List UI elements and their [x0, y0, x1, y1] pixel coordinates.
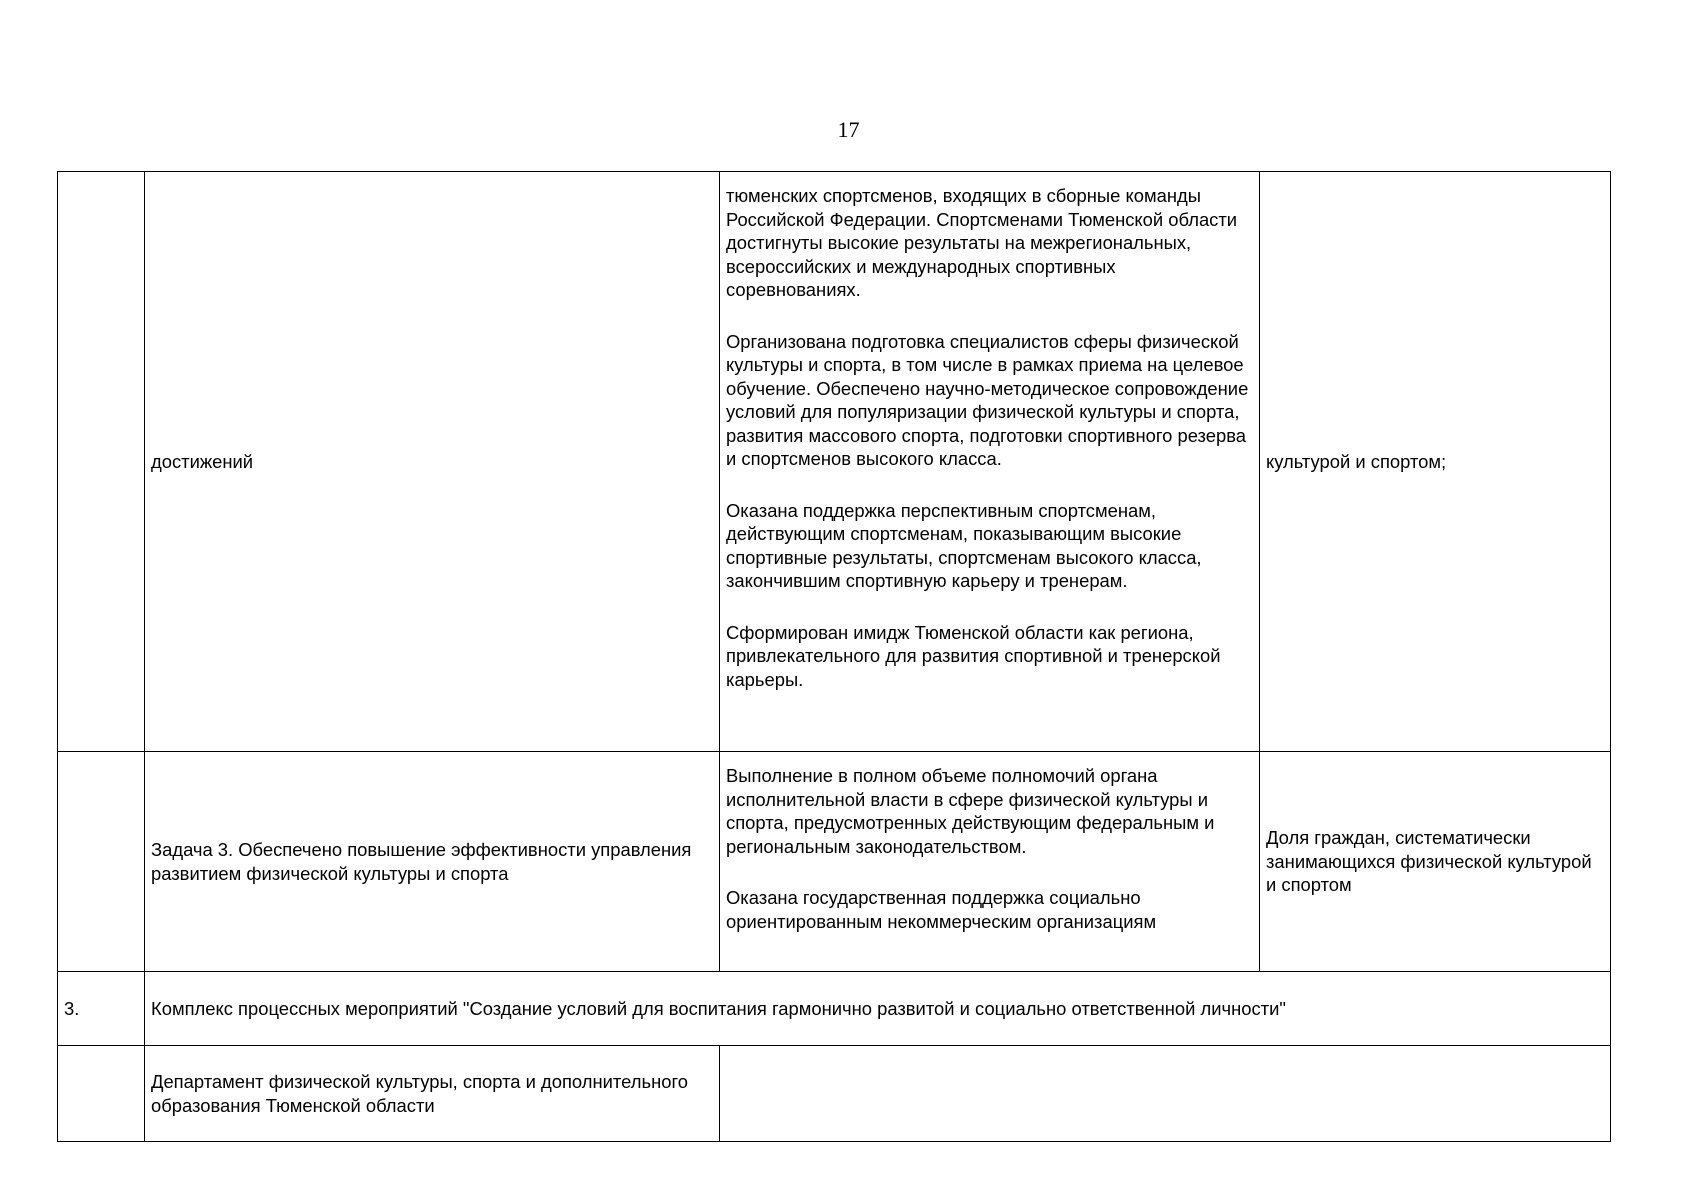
task-cell: Задача 3. Обеспечено повышение эффективности управления развитием физической культуры и спорта	[145, 752, 720, 972]
results-cell	[720, 752, 1260, 972]
result-paragraph: Оказана государственная поддержка социально ориентированным некоммерческим организациям	[726, 887, 1157, 932]
table-row	[58, 172, 1611, 752]
responsible-content-cell	[720, 1046, 1611, 1142]
indicator-cell: культурой и спортом;	[1260, 172, 1611, 752]
result-paragraph: Выполнение в полном объеме полномочий органа исполнительной власти в сфере физической культуры и спорта, предусмотренных действующим федеральным и региональным законодательством.	[726, 765, 1215, 857]
row-number-cell	[58, 172, 145, 752]
page-number: 17	[837, 117, 860, 142]
result-paragraph: Оказана поддержка перспективным спортсменам, действующим спортсменам, показывающим высокие спортивные результаты, спортсменам высокого класса, закончившим спортивную карьеру и тренерам.	[726, 499, 1202, 591]
results-cell	[720, 172, 1260, 752]
responsible-org-cell: Департамент физической культуры, спорта и дополнительного образования Тюменской области	[145, 1046, 720, 1142]
table-row	[58, 1046, 1611, 1142]
row-number-cell	[58, 752, 145, 972]
row-number-cell	[58, 1046, 145, 1142]
section-row	[58, 972, 1611, 1046]
section-title-cell: Комплекс процессных мероприятий "Создание условий для воспитания гармонично развитой и социально ответственной личности"	[145, 972, 1611, 1046]
result-paragraph: тюменских спортсменов, входящих в сборные команды Российской Федерации. Спортсменами Тюменской области достигнуты высокие результаты на межрегиональных, всероссийских и международных спортивных соревнованиях.	[726, 185, 1238, 300]
table-row	[58, 752, 1611, 972]
result-paragraph: Организована подготовка специалистов сферы физической культуры и спорта, в том числе в рамках приема на целевое обучение. Обеспечено научно-методическое сопровождение условий для популяризации физической культуры и спорта, развития массового спорта, подготовки спортивного резерва и спортсменов высокого класса.	[726, 330, 1249, 469]
indicator-cell: Доля граждан, систематически занимающихся физической культурой и спортом	[1260, 752, 1611, 972]
result-paragraph: Сформирован имидж Тюменской области как региона, привлекательного для развития спортивной и тренерской карьеры.	[726, 621, 1221, 690]
program-table	[57, 171, 1611, 1142]
section-number-cell: 3.	[58, 972, 145, 1046]
task-cell: достижений	[145, 172, 720, 752]
